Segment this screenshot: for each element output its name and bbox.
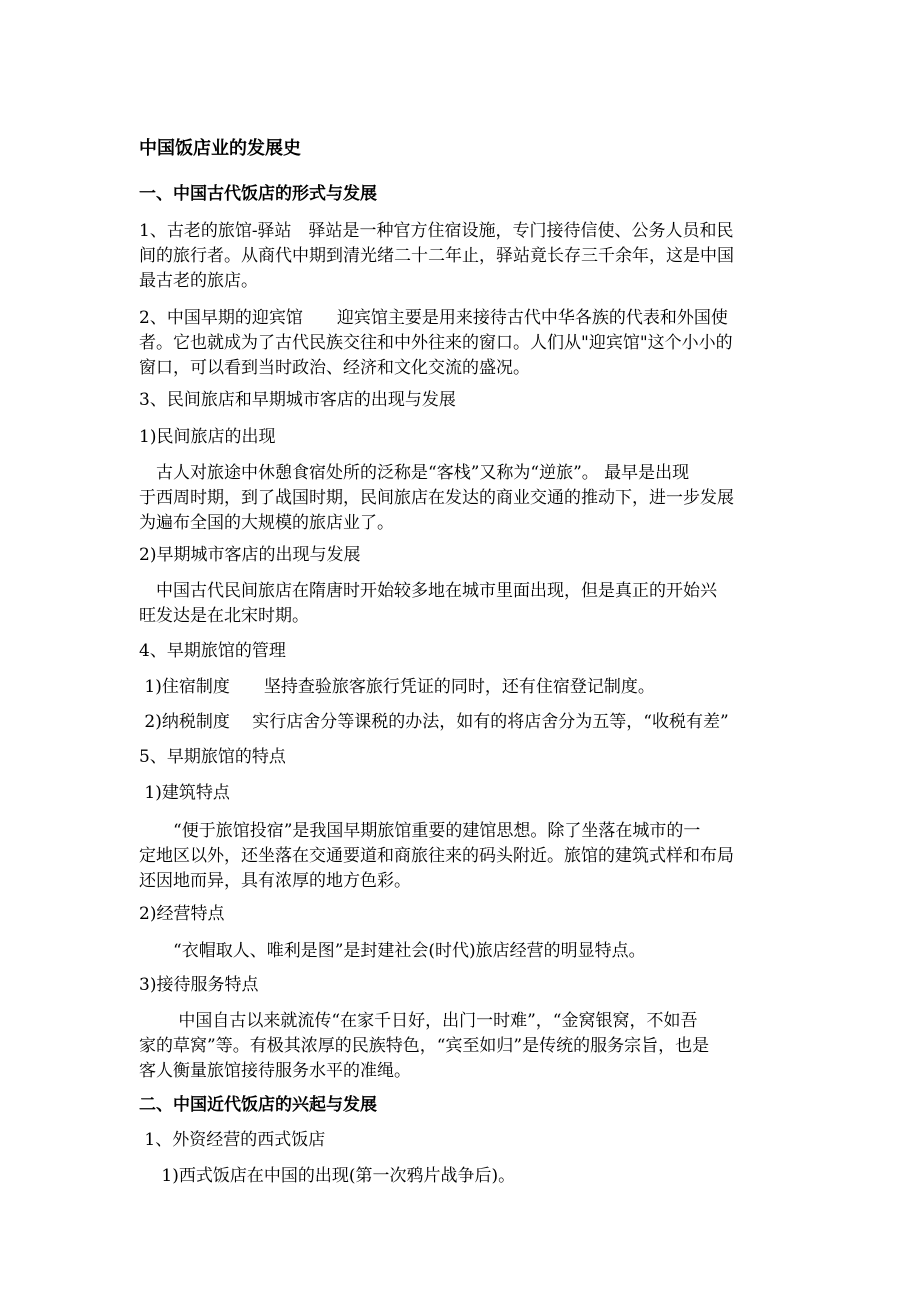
paragraph-line: 古人对旅途中休憩食宿处所的泛称是“客栈”又称为“逆旅”。 最早是出现 — [139, 463, 690, 483]
paragraph-line: 1)住宿制度 坚持查验旅客旅行凭证的同时，还有住宿登记制度。 — [139, 677, 655, 697]
section-2-heading: 二、中国近代饭店的兴起与发展 — [139, 1095, 377, 1115]
paragraph-line: 还因地而异，具有浓厚的地方色彩。 — [139, 871, 411, 891]
paragraph-line: 家的草窝”等。有极其浓厚的民族特色，“宾至如归”是传统的服务宗旨，也是 — [139, 1036, 710, 1056]
paragraph-line: 1、古老的旅馆-驿站 驿站是一种官方住宿设施，专门接待信使、公务人员和民 — [139, 221, 734, 241]
subheading-5-1: 1)建筑特点 — [139, 783, 230, 803]
paragraph-line: 中国古代民间旅店在隋唐时开始较多地在城市里面出现，但是真正的开始兴 — [139, 581, 717, 601]
paragraph-line: 1)西式饭店在中国的出现(第一次鸦片战争后)。 — [139, 1166, 516, 1186]
paragraph-line: 定地区以外，还坐落在交通要道和商旅往来的码头附近。旅馆的建筑式样和布局 — [139, 846, 734, 866]
paragraph-line: 间的旅行者。从商代中期到清光绪二十二年止，驿站竟长存三千余年，这是中国 — [139, 246, 734, 266]
paragraph-line: 客人衡量旅馆接待服务水平的准绳。 — [139, 1061, 411, 1081]
subheading-4: 4、早期旅馆的管理 — [139, 641, 286, 661]
subheading-2-1: 1、外资经营的西式饭店 — [139, 1130, 326, 1150]
paragraph-line: 2)纳税制度 实行店舍分等课税的办法，如有的将店舍分为五等，“收税有差” — [139, 712, 729, 732]
subheading-3-2: 2)早期城市客店的出现与发展 — [139, 545, 361, 565]
subheading-5-2: 2)经营特点 — [139, 904, 225, 924]
subheading-3: 3、民间旅店和早期城市客店的出现与发展 — [139, 390, 456, 410]
paragraph-line: 旺发达是在北宋时期。 — [139, 606, 309, 626]
paragraph-line: 窗口，可以看到当时政治、经济和文化交流的盛况。 — [139, 358, 530, 378]
subheading-5: 5、早期旅馆的特点 — [139, 747, 286, 767]
paragraph-line: “衣帽取人、唯利是图”是封建社会(时代)旅店经营的明显特点。 — [139, 941, 646, 961]
paragraph-line: 最古老的旅店。 — [139, 271, 258, 291]
paragraph-line: 于西周时期，到了战国时期，民间旅店在发达的商业交通的推动下，进一步发展 — [139, 488, 734, 508]
subheading-5-3: 3)接待服务特点 — [139, 975, 259, 995]
paragraph-line: 为遍布全国的大规模的旅店业了。 — [139, 513, 394, 533]
page-title: 中国饭店业的发展史 — [139, 138, 301, 159]
paragraph-line: 中国自古以来就流传“在家千日好，出门一时难”，“金窝银窝，不如吾 — [139, 1011, 698, 1031]
paragraph-line: 2、中国早期的迎宾馆 迎宾馆主要是用来接待古代中华各族的代表和外国使 — [139, 308, 728, 328]
section-1-heading: 一、中国古代饭店的形式与发展 — [139, 184, 377, 204]
subheading-3-1: 1)民间旅店的出现 — [139, 427, 276, 447]
paragraph-line: “便于旅馆投宿”是我国早期旅馆重要的建馆思想。除了坐落在城市的一 — [139, 821, 701, 841]
paragraph-line: 者。它也就成为了古代民族交往和中外往来的窗口。人们从"迎宾馆"这个小小的 — [139, 333, 733, 353]
